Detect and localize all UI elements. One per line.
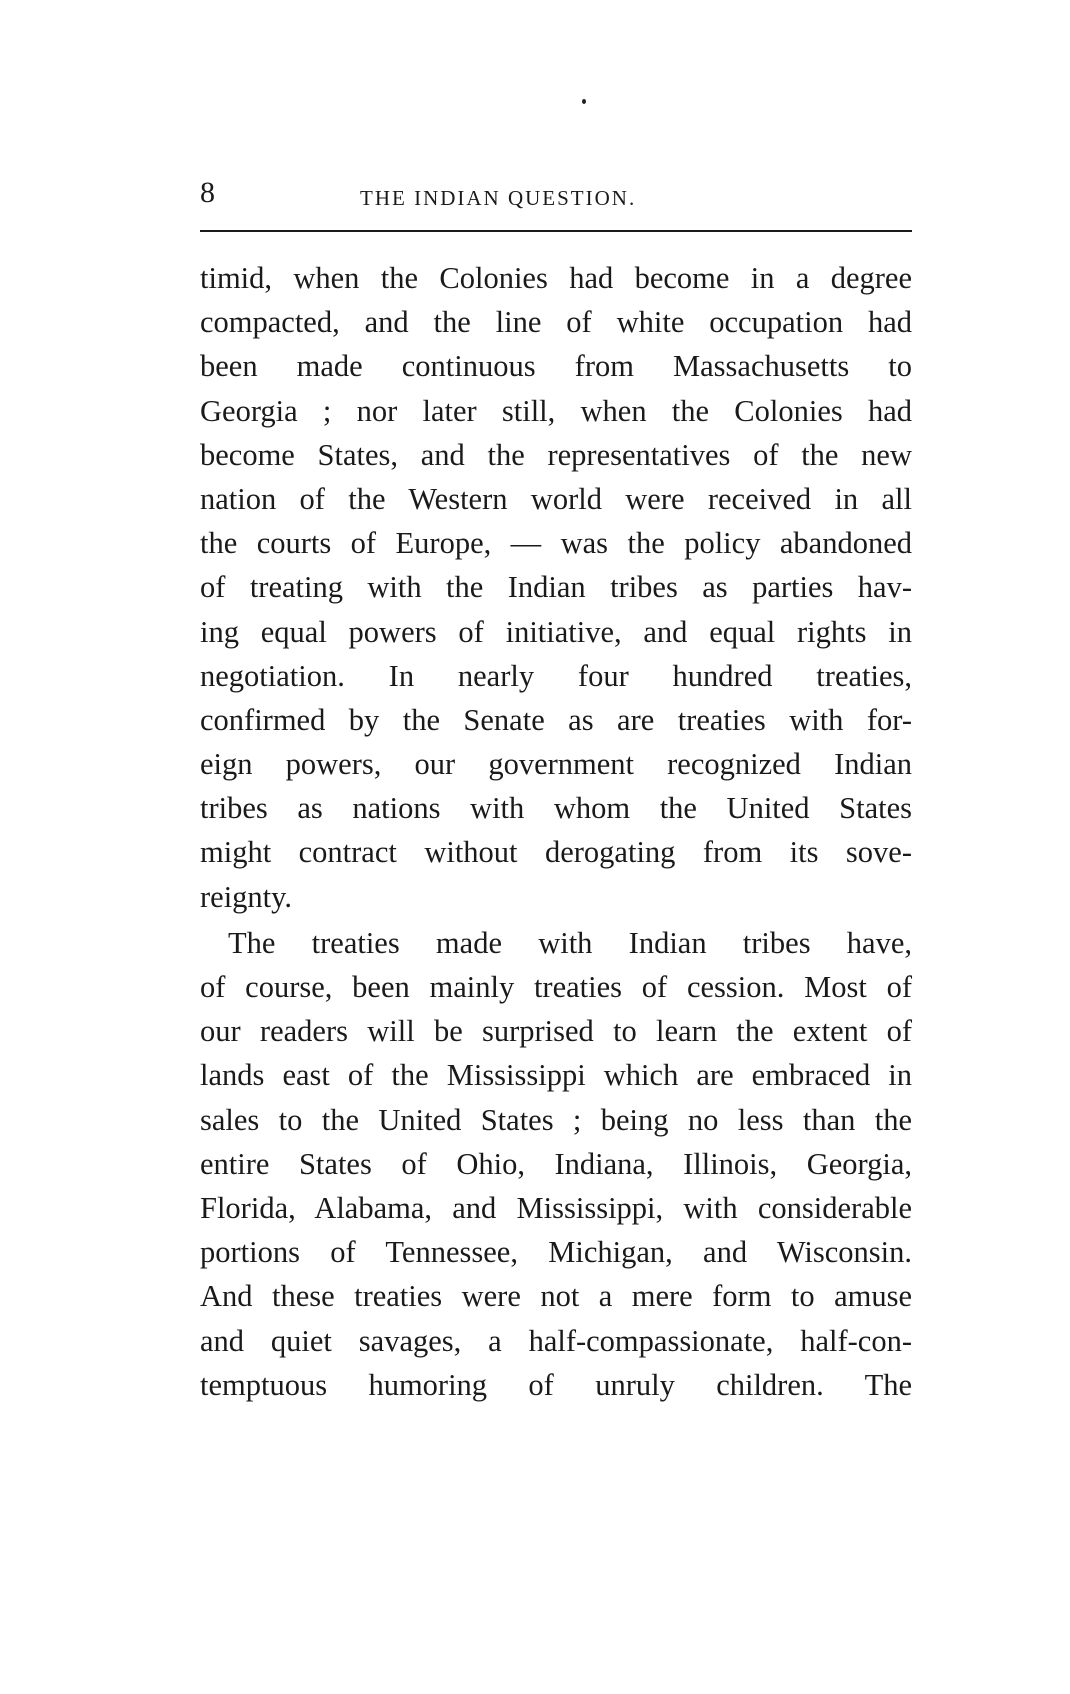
text-line: ing equal powers of initiative, and equal rights in xyxy=(200,614,912,649)
text-line: Georgia ; nor later still, when the Colonies had xyxy=(200,393,912,428)
paragraph xyxy=(200,256,912,919)
text-line: of treating with the Indian tribes as parties hav- xyxy=(200,570,912,605)
text-line: compacted, and the line of white occupation had xyxy=(200,305,912,340)
text-line: reignty. xyxy=(200,879,293,914)
text-line: entire States of Ohio, Indiana, Illinois, Georgia, xyxy=(200,1146,912,1181)
text-line: negotiation. In nearly four hundred treaties, xyxy=(200,658,912,693)
text-line: timid, when the Colonies had become in a degree xyxy=(200,261,912,295)
text-line: the courts of Europe, — was the policy abandoned xyxy=(200,526,912,561)
text-line: tribes as nations with whom the United States xyxy=(200,791,912,826)
text-line: lands east of the Mississippi which are embraced in xyxy=(200,1058,912,1093)
text-line: temptuous humoring of unruly children. The xyxy=(200,1367,912,1402)
text-line: of course, been mainly treaties of cession. Most of xyxy=(200,970,912,1004)
paragraph xyxy=(200,921,912,1407)
text-line: nation of the Western world were received in all xyxy=(200,481,912,516)
running-head: THE INDIAN QUESTION. xyxy=(360,186,637,210)
page-header xyxy=(200,178,912,218)
text-line: might contract without derogating from its sove- xyxy=(200,835,912,870)
ink-speck xyxy=(582,99,586,104)
text-line: Florida, Alabama, and Mississippi, with considerable xyxy=(200,1190,912,1225)
header-rule xyxy=(200,230,912,232)
text-line: portions of Tennessee, Michigan, and Wisconsin. xyxy=(200,1235,912,1270)
text-line: become States, and the representatives of the new xyxy=(200,437,912,472)
text-line: and quiet savages, a half-compassionate, half-con- xyxy=(200,1323,912,1358)
text-line: been made continuous from Massachusetts to xyxy=(200,349,912,384)
text-line: And these treaties were not a mere form to amuse xyxy=(200,1279,912,1314)
page-number: 8 xyxy=(200,176,215,209)
body-text xyxy=(200,256,912,1407)
text-line: eign powers, our government recognized Indian xyxy=(200,747,912,782)
text-line: confirmed by the Senate as are treaties with for- xyxy=(200,702,912,737)
text-line: The treaties made with Indian tribes have, xyxy=(228,925,912,960)
text-line: sales to the United States ; being no less than the xyxy=(200,1102,912,1137)
text-line: our readers will be surprised to learn the extent of xyxy=(200,1014,912,1049)
